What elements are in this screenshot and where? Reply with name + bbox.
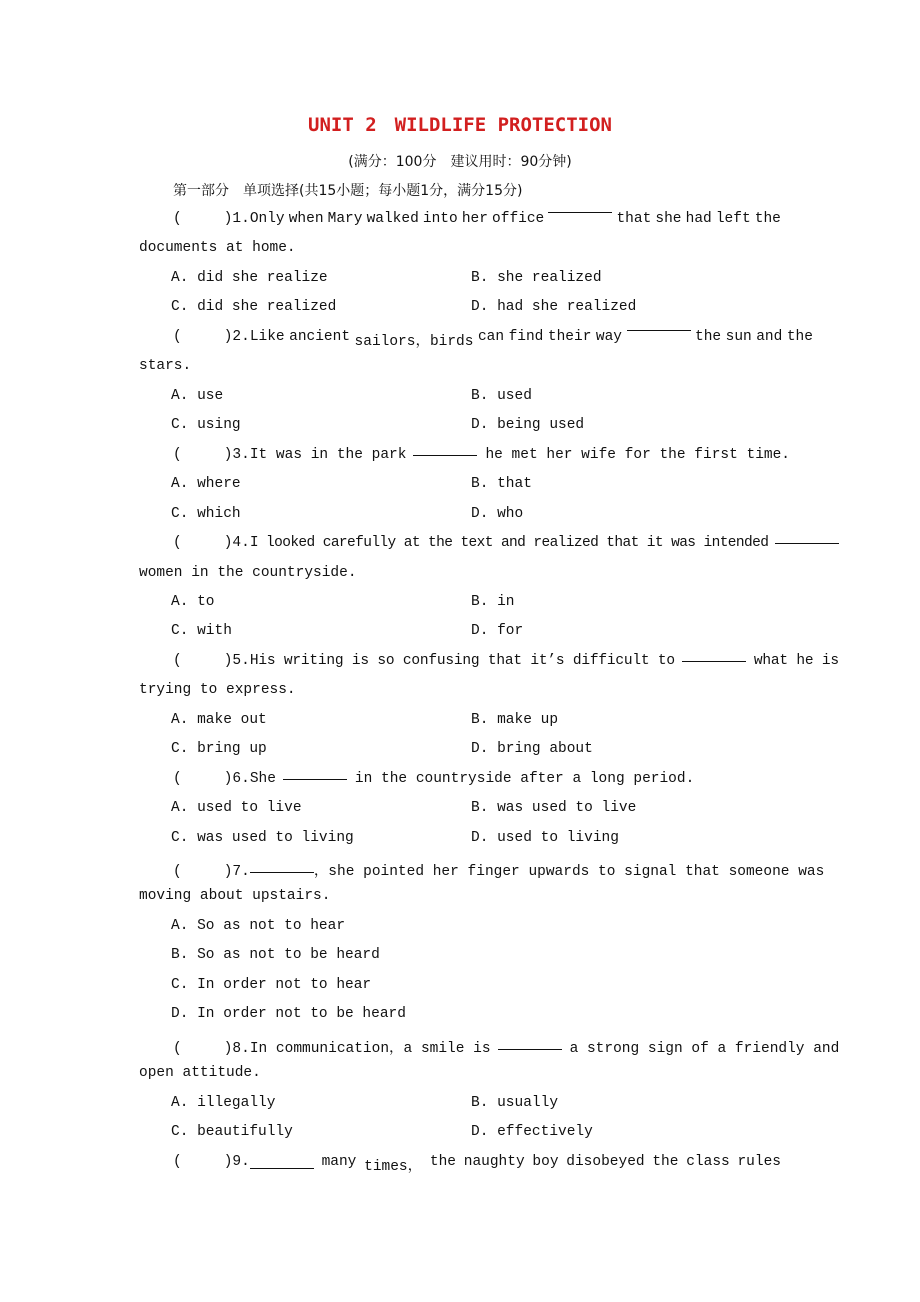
option-b: B. in — [471, 594, 515, 610]
answer-blank — [283, 778, 347, 780]
option-a: A. where — [171, 476, 241, 492]
unit-topic: WILDLIFE PROTECTION — [394, 114, 612, 136]
section-heading: 第一部分 单项选择(共15小题；每小题1分，满分15分) — [173, 183, 523, 199]
option-d: D. for — [471, 623, 524, 639]
answer-paren: ( )6. — [173, 771, 250, 787]
answer-paren: ( )8. — [173, 1041, 250, 1057]
option-c: C. bring up — [171, 741, 267, 757]
option-c: C. which — [171, 506, 241, 522]
answer-blank — [250, 1167, 314, 1169]
answer-paren: ( )5. — [173, 653, 250, 669]
question-7: ( )7. ，she pointed her finger upwards to signal that someone was — [173, 864, 825, 880]
option-d: D. bring about — [471, 741, 593, 757]
question-4: ( )4.I looked carefully at the text and realized that it was intended — [173, 535, 781, 551]
option-c: C. using — [171, 417, 241, 433]
answer-blank — [548, 211, 612, 213]
answer-blank — [682, 660, 746, 662]
question-3: ( )3.It was in the park he met her wife for the first time. — [173, 447, 791, 463]
unit-title — [0, 114, 920, 136]
answer-blank — [413, 454, 477, 456]
option-c: C. beautifully — [171, 1124, 293, 1140]
answer-paren: ( )7. — [173, 864, 250, 880]
option-b: B. So as not to be heard — [171, 947, 380, 963]
answer-paren: ( )3. — [173, 447, 250, 463]
option-a: A. illegally — [171, 1095, 276, 1111]
option-d: D. In order not to be heard — [171, 1006, 406, 1022]
question-7-continued: moving about upstairs. — [139, 888, 331, 904]
question-6: ( )6.She in the countryside after a long period. — [173, 771, 695, 787]
option-b: B. she realized — [471, 270, 602, 286]
question-1: ( )1.Only when Mary walked into her office that she had left the — [173, 211, 781, 227]
option-a: A. did she realize — [171, 270, 328, 286]
answer-blank — [627, 329, 691, 331]
option-d: D. who — [471, 506, 524, 522]
option-c: C. was used to living — [171, 830, 354, 846]
question-1-continued: documents at home. — [139, 240, 296, 256]
option-d: D. being used — [471, 417, 585, 433]
option-a: A. used to live — [171, 800, 302, 816]
question-2-continued: stars. — [139, 358, 192, 374]
answer-paren: ( )1.Only — [173, 211, 285, 227]
answer-blank — [250, 871, 314, 873]
answer-paren: ( )4. — [173, 535, 250, 551]
option-a: A. use — [171, 388, 224, 404]
option-d: D. had she realized — [471, 299, 637, 315]
option-c: C. with — [171, 623, 232, 639]
answer-paren: ( )2.Like — [173, 329, 285, 345]
option-c: C. did she realized — [171, 299, 337, 315]
question-8-continued: open attitude. — [139, 1065, 261, 1081]
option-b: B. usually — [471, 1095, 559, 1111]
question-8: ( )8.In communication，a smile is a strong sign of a friendly and — [173, 1041, 840, 1057]
question-2: ( )2.Like ancient sailors，birds can find their way the sun and the — [173, 329, 813, 350]
answer-blank — [498, 1048, 562, 1050]
option-c: C. In order not to hear — [171, 977, 372, 993]
option-b: B. that — [471, 476, 532, 492]
option-a: A. make out — [171, 712, 267, 728]
option-a: A. to — [171, 594, 215, 610]
question-5: ( )5.His writing is so confusing that it’s difficult to what he is — [173, 653, 839, 669]
option-d: D. effectively — [471, 1124, 593, 1140]
option-d: D. used to living — [471, 830, 619, 846]
question-9: ( )9. many times， the naughty boy disobeyed the class rules — [173, 1154, 781, 1175]
option-a: A. So as not to hear — [171, 918, 346, 934]
question-4-continued: women in the countryside. — [139, 565, 357, 581]
question-5-continued: trying to express. — [139, 682, 296, 698]
answer-blank — [775, 542, 839, 544]
unit-number: UNIT 2 — [308, 114, 377, 136]
option-b: B. was used to live — [471, 800, 637, 816]
score-time-note: (满分：100分 建议用时：90分钟) — [348, 154, 572, 170]
option-b: B. used — [471, 388, 532, 404]
option-b: B. make up — [471, 712, 559, 728]
answer-paren: ( )9. — [173, 1154, 314, 1175]
